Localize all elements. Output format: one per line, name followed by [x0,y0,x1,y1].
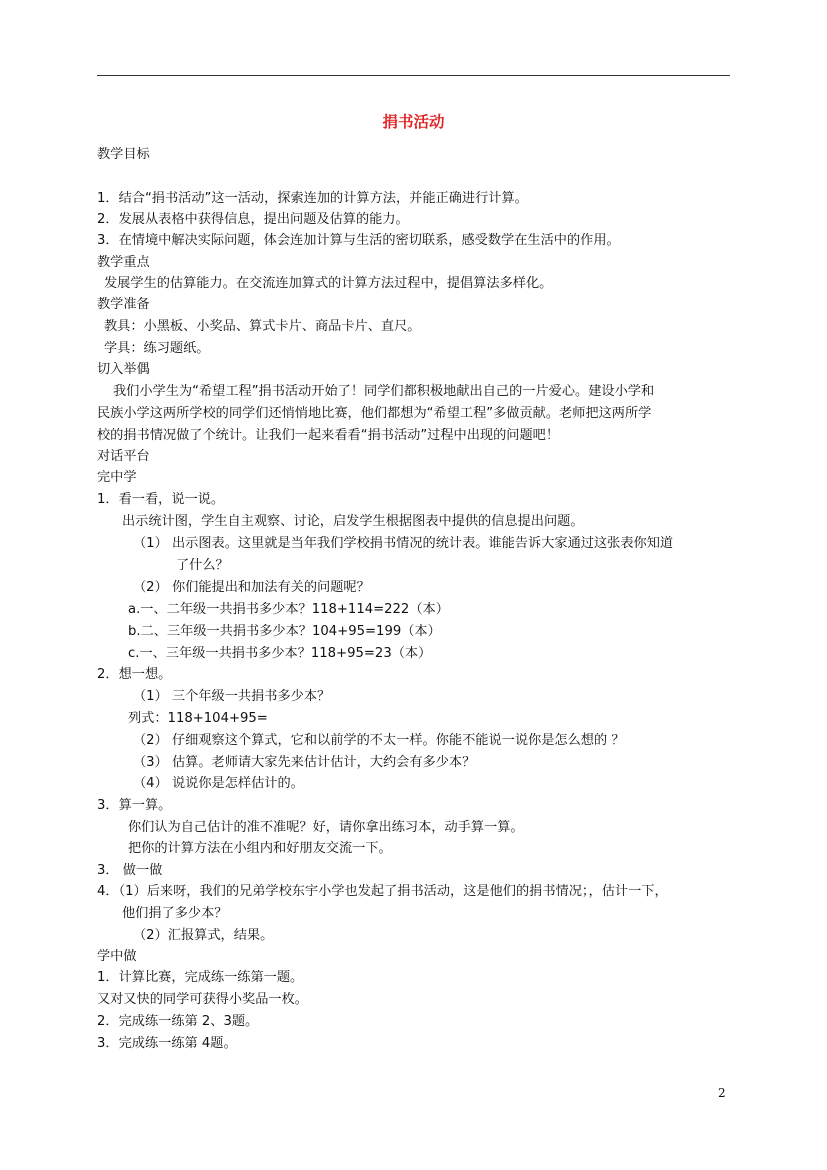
list-item: （3） 估算。老师请大家先来估计估计，大约会有多少本？ [133,755,476,770]
header-rule [97,75,730,76]
list-item: （1） 三个年级一共捐书多少本？ [133,689,331,704]
list-item: 2．想一想。 [97,667,172,682]
body-line: 列式：118+104+95= [128,711,268,726]
heading-subsection: 学中做 [97,949,137,964]
heading-teaching-goals: 教学目标 [97,147,150,162]
goal-line: 2．发展从表格中获得信息，提出问题及估算的能力。 [97,212,409,227]
body-line: 教具：小黑板、小奖品、算式卡片、商品卡片、直尺。 [104,319,421,334]
heading-preparation: 教学准备 [97,297,150,312]
goal-line: 1．结合“捐书活动”这一活动，探索连加的计算方法，并能正确进行计算。 [97,191,528,206]
goal-line: 3．在情境中解决实际问题，体会连加计算与生活的密切联系，感受数学在生活中的作用。 [97,233,620,248]
body-line: 了什么？ [176,558,229,573]
heading-intro: 切入举偶 [97,362,150,377]
list-item: 3．完成练一练第 4题。 [97,1036,237,1051]
list-item: （2） 仔细观察这个算式，它和以前学的不太一样。你能不能说一说你是怎么想的 ？ [133,733,625,748]
body-line: 出示统计图，学生自主观察、讨论，启发学生根据图表中提供的信息提出问题。 [122,514,584,529]
body-line: 我们小学生为“希望工程”捐书活动开始了！同学们都积极地献出自己的一片爱心。建设小学和 [113,384,655,399]
body-line: 发展学生的估算能力。在交流连加算式的计算方法过程中，提倡算法多样化。 [104,276,553,291]
heading-subsection: 完中学 [97,470,137,485]
body-line: 你们认为自己估计的准不准呢？好，请你拿出练习本，动手算一算。 [128,820,524,835]
list-item: 1．看一看，说一说。 [97,492,225,507]
list-item: （2） 你们能提出和加法有关的问题呢？ [133,580,370,595]
body-line: 学具：练习题纸。 [104,341,210,356]
body-line: 校的捐书情况做了个统计。让我们一起来看看“捐书活动”过程中出现的问题吧！ [97,428,560,443]
body-line: 民族小学这两所学校的同学们还悄悄地比赛，他们都想为“希望工程”多做贡献。老师把这两所学 [97,406,652,421]
page-title: 捐书活动 [382,113,445,131]
list-item: 3． 做一做 [97,863,163,878]
body-line: 把你的计算方法在小组内和好朋友交流一下。 [128,841,392,856]
page-number: 2 [718,1086,726,1100]
heading-key-points: 教学重点 [97,255,150,270]
body-line: 他们捐了多少本？ [122,906,228,921]
list-item: （2）汇报算式，结果。 [133,928,274,943]
list-item: 4．（1）后来呀，我们的兄弟学校东宇小学也发起了捐书活动，这是他们的捐书情况；，估计一下， [97,884,668,899]
list-item: b.二、三年级一共捐书多少本？104+95=199（本） [128,624,441,639]
list-item: （4） 说说你是怎样估计的。 [133,776,304,791]
body-line: 又对又快的同学可获得小奖品一枚。 [97,992,308,1007]
list-item: 1．计算比赛，完成练一练第一题。 [97,970,304,985]
list-item: 3．算一算。 [97,798,172,813]
heading-dialogue: 对话平台 [97,449,150,464]
list-item: c.一、三年级一共捐书多少本？118+95=23（本） [128,646,432,661]
list-item: （1） 出示图表。这里就是当年我们学校捐书情况的统计表。谁能告诉大家通过这张表你知道 [133,536,674,551]
list-item: a.一、二年级一共捐书多少本？118+114=222（本） [128,602,449,617]
list-item: 2．完成练一练第 2、3题。 [97,1014,259,1029]
